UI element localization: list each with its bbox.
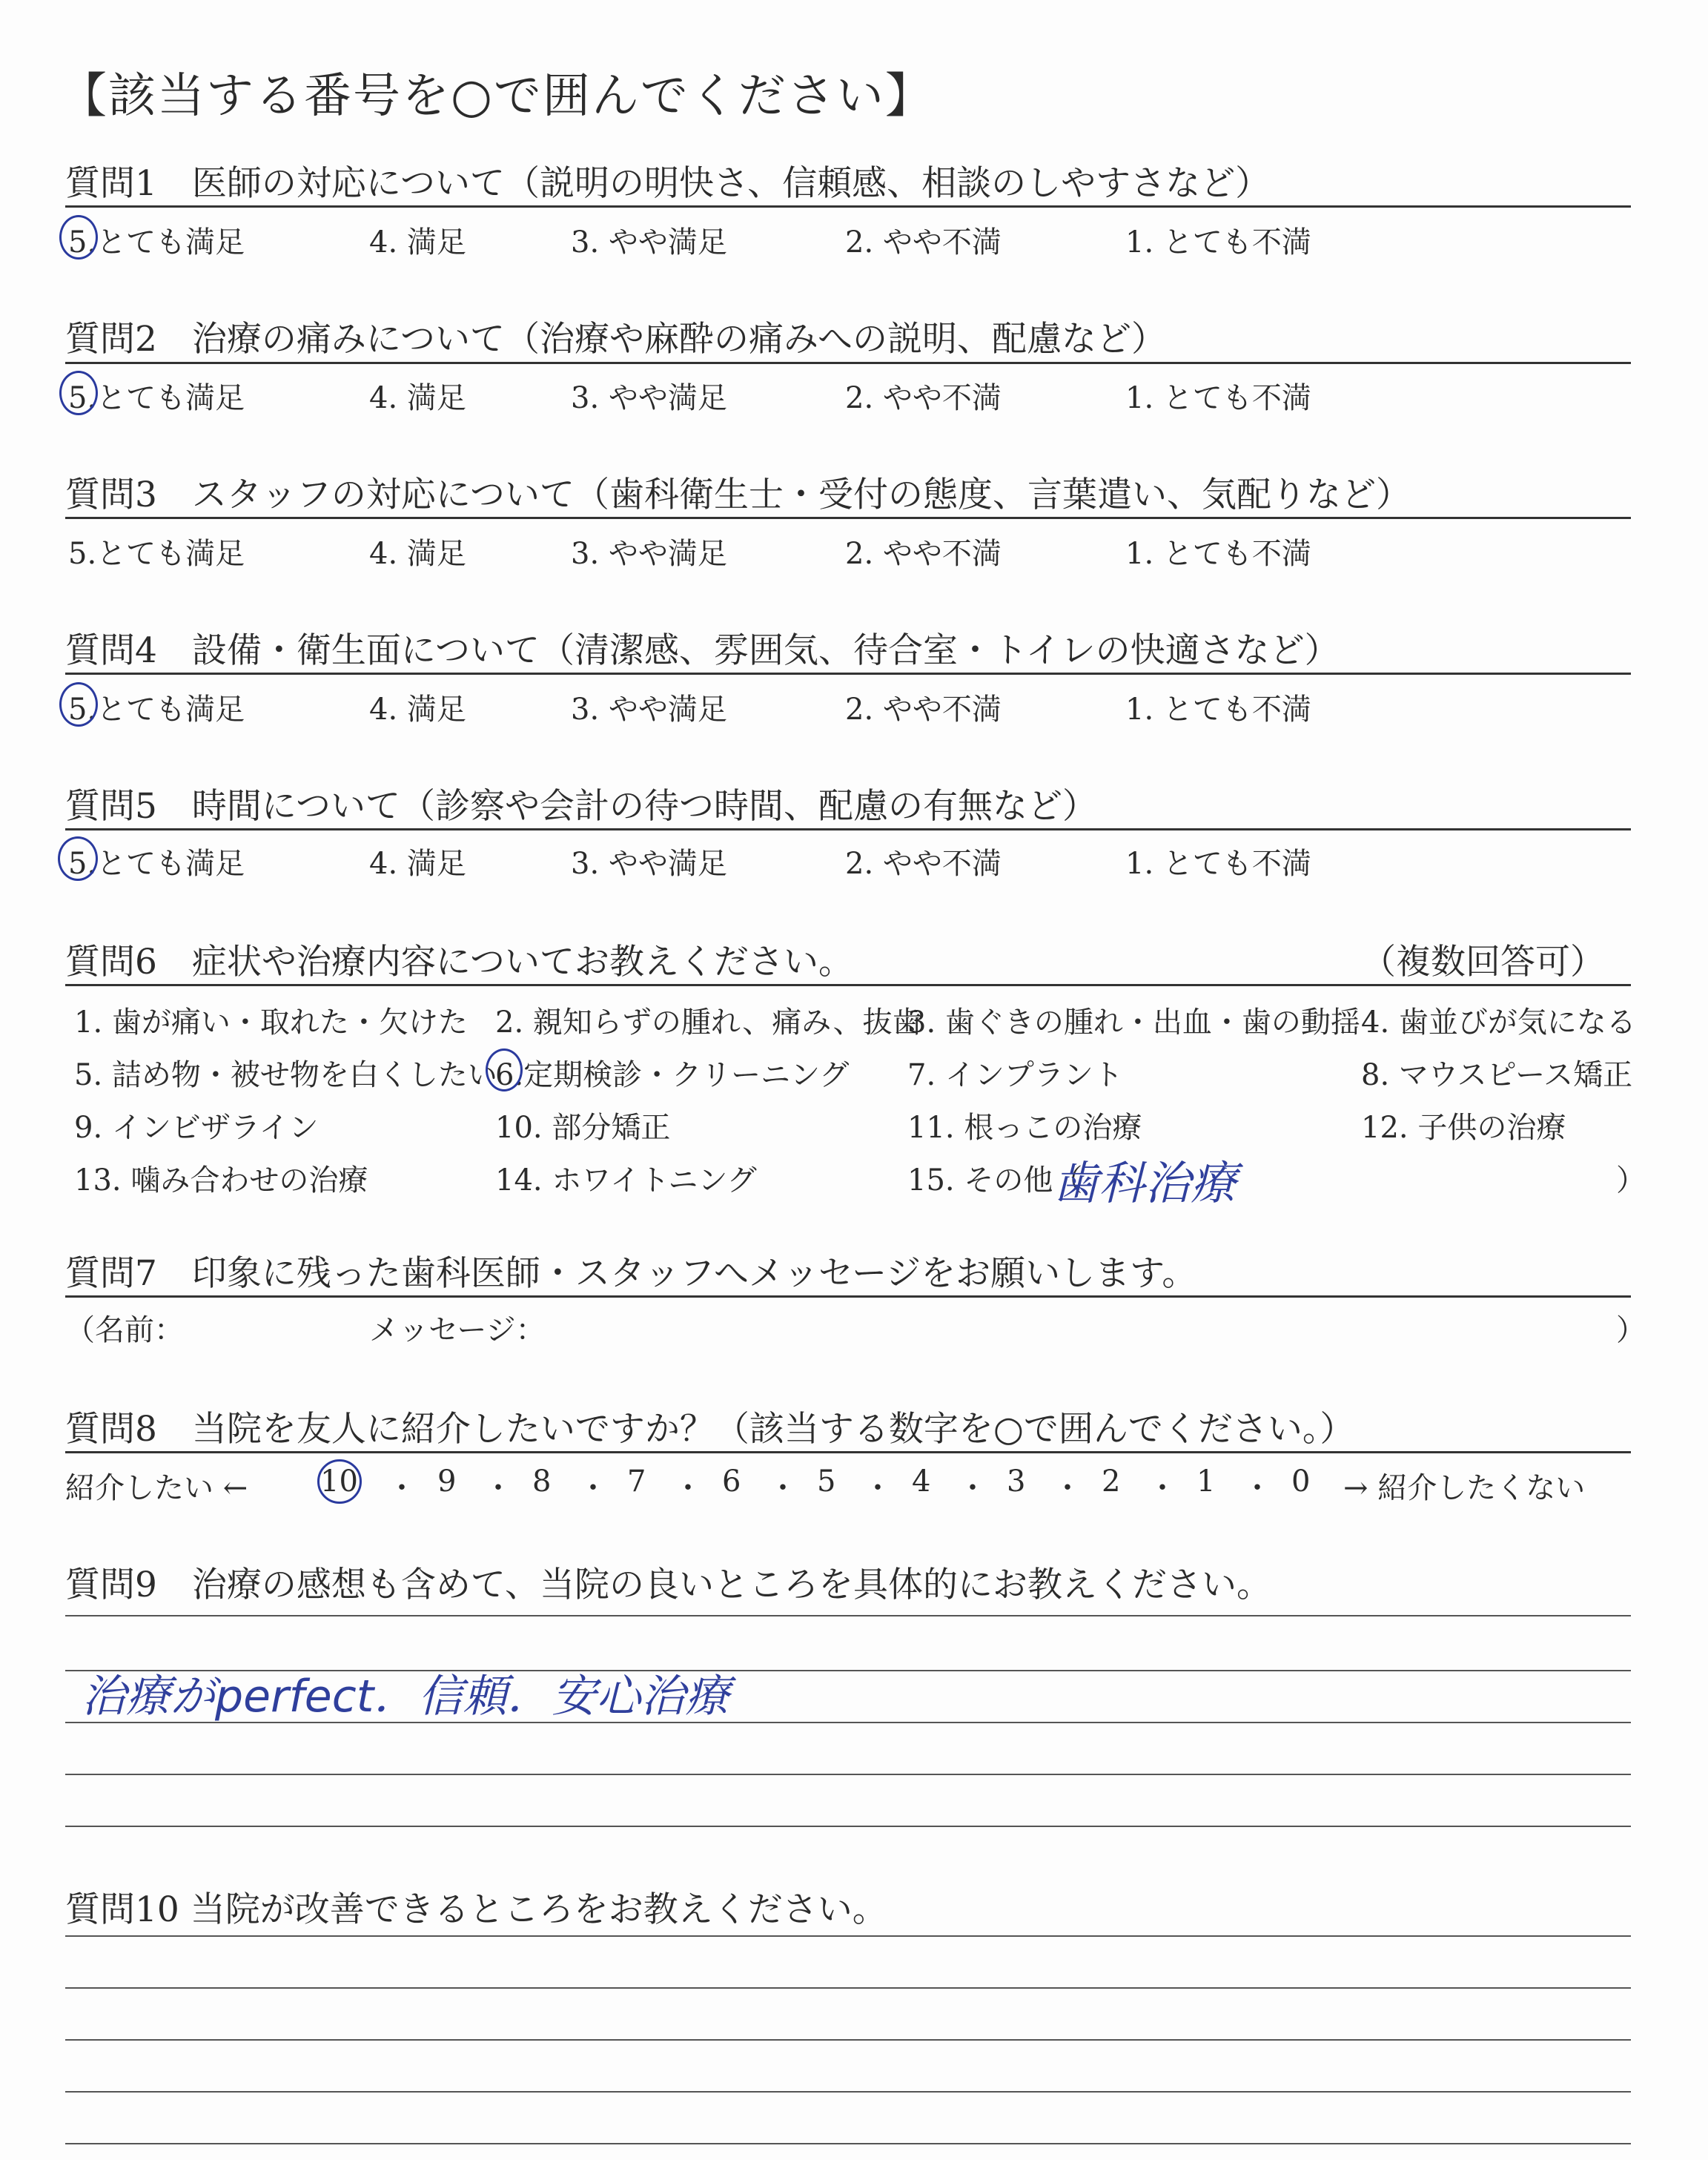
q3-option-4[interactable]: 4. 満足 xyxy=(369,537,466,571)
q9-answer[interactable]: 治療がperfect．信頼．安心治療 xyxy=(82,1671,730,1723)
q1-option-3[interactable]: 3. やや満足 xyxy=(571,225,727,260)
q8-num-7[interactable]: 7 xyxy=(627,1464,646,1499)
q8-num-4[interactable]: 4 xyxy=(912,1464,931,1499)
q6-item-13[interactable]: 13. 噛み合わせの治療 xyxy=(74,1163,368,1198)
q6-item-8[interactable]: 8. マウスピース矯正 xyxy=(1361,1058,1633,1092)
q6-item-14[interactable]: 14. ホワイトニング xyxy=(495,1163,757,1198)
q6-item-11[interactable]: 11. 根っこの治療 xyxy=(907,1111,1142,1145)
q6-item-9[interactable]: 9. インビザライン xyxy=(74,1111,319,1145)
q6-item-6[interactable]: 6.定期検診・クリーニング xyxy=(495,1058,850,1092)
page-title: 【該当する番号を○で囲んでください】 xyxy=(59,69,934,124)
q8-dot: ・ xyxy=(387,1471,417,1505)
q8-dot: ・ xyxy=(768,1471,798,1505)
q3-option-1[interactable]: 1. とても不満 xyxy=(1125,537,1311,571)
q2-option-5[interactable]: 5.とても満足 xyxy=(68,381,245,415)
q8-dot: ・ xyxy=(578,1471,608,1505)
q6-selection-mark xyxy=(486,1048,523,1091)
q8-num-0[interactable]: 0 xyxy=(1291,1464,1311,1499)
q8-selection-mark xyxy=(317,1459,362,1504)
q8-num-2[interactable]: 2 xyxy=(1102,1464,1121,1499)
q8-title: 質問8 当院を友人に紹介したいですか？（該当する数字を○で囲んでください。） xyxy=(65,1409,1355,1450)
q6-multi-note: （複数回答可） xyxy=(1361,942,1605,982)
q5-option-1[interactable]: 1. とても不満 xyxy=(1125,847,1311,881)
q6-item-4[interactable]: 4. 歯並びが気になる xyxy=(1361,1005,1636,1040)
q10-answer-line xyxy=(65,1987,1631,1989)
q6-item-2[interactable]: 2. 親知らずの腫れ、痛み、抜歯 xyxy=(495,1005,922,1040)
q2-option-4[interactable]: 4. 満足 xyxy=(369,381,466,415)
q7-close: ） xyxy=(1616,1313,1646,1347)
q10-answer-line xyxy=(65,2091,1631,2093)
q8-divider xyxy=(65,1451,1631,1453)
q1-option-5[interactable]: 5.とても満足 xyxy=(68,225,245,260)
q5-option-2[interactable]: 2. やや不満 xyxy=(845,847,1002,881)
q6-other-close: ） xyxy=(1616,1163,1646,1198)
q1-option-4[interactable]: 4. 満足 xyxy=(369,225,466,260)
q6-item-5[interactable]: 5. 詰め物・被せ物を白くしたい xyxy=(74,1058,497,1092)
q8-dot: ・ xyxy=(483,1471,513,1505)
q8-num-9[interactable]: 9 xyxy=(437,1464,457,1499)
q2-option-1[interactable]: 1. とても不満 xyxy=(1125,381,1311,415)
q5-option-3[interactable]: 3. やや満足 xyxy=(571,847,727,881)
q5-title: 質問5 時間について（診察や会計の待つ時間、配慮の有無など） xyxy=(65,786,1097,827)
q6-item-1[interactable]: 1. 歯が痛い・取れた・欠けた xyxy=(74,1005,468,1040)
q1-selection-mark xyxy=(59,215,98,260)
q9-title: 質問9 治療の感想も含めて、当院の良いところを具体的にお教えください。 xyxy=(65,1565,1271,1605)
q9-answer-line xyxy=(65,1826,1631,1827)
q6-item-10[interactable]: 10. 部分矯正 xyxy=(495,1111,671,1145)
q8-right-label: → 紹介したくない xyxy=(1343,1471,1586,1505)
q4-divider xyxy=(65,673,1631,675)
q1-divider xyxy=(65,205,1631,208)
q8-dot: ・ xyxy=(1242,1471,1272,1505)
q10-answer-line xyxy=(65,1935,1631,1937)
q4-title: 質問4 設備・衛生面について（清潔感、雰囲気、待合室・トイレの快適さなど） xyxy=(65,630,1340,671)
q8-num-3[interactable]: 3 xyxy=(1007,1464,1026,1499)
q8-num-8[interactable]: 8 xyxy=(532,1464,552,1499)
q7-message-label: メッセージ： xyxy=(369,1313,546,1347)
q8-dot: ・ xyxy=(673,1471,703,1505)
q4-option-4[interactable]: 4. 満足 xyxy=(369,693,466,727)
q5-divider xyxy=(65,828,1631,830)
q1-option-2[interactable]: 2. やや不満 xyxy=(845,225,1002,260)
q2-title: 質問2 治療の痛みについて（治療や麻酔の痛みへの説明、配慮など） xyxy=(65,319,1167,360)
q3-title: 質問3 スタッフの対応について（歯科衛生士・受付の態度、言葉遣い、気配りなど） xyxy=(65,475,1411,515)
q3-option-3[interactable]: 3. やや満足 xyxy=(571,537,727,571)
q8-dot: ・ xyxy=(1053,1471,1082,1505)
q8-num-6[interactable]: 6 xyxy=(722,1464,741,1499)
q7-name-label: （名前： xyxy=(65,1313,184,1347)
q1-option-1[interactable]: 1. とても不満 xyxy=(1125,225,1311,260)
q8-dot: ・ xyxy=(958,1471,987,1505)
q5-option-4[interactable]: 4. 満足 xyxy=(369,847,466,881)
q4-option-5[interactable]: 5.とても満足 xyxy=(68,693,245,727)
q8-left-label: 紹介したい ← xyxy=(65,1471,248,1505)
q2-option-3[interactable]: 3. やや満足 xyxy=(571,381,727,415)
q8-dot: ・ xyxy=(1148,1471,1177,1505)
q6-other-answer[interactable]: 歯科治療 xyxy=(1053,1156,1237,1210)
q6-item-7[interactable]: 7. インプラント xyxy=(907,1058,1123,1092)
q8-num-1[interactable]: 1 xyxy=(1196,1464,1216,1499)
q2-divider xyxy=(65,362,1631,364)
q5-selection-mark xyxy=(58,836,98,881)
q6-item-3[interactable]: 3. 歯ぐきの腫れ・出血・歯の動揺 xyxy=(907,1005,1360,1040)
q4-selection-mark xyxy=(59,682,98,727)
q9-answer-line xyxy=(65,1615,1631,1616)
q4-option-3[interactable]: 3. やや満足 xyxy=(571,693,727,727)
q6-divider xyxy=(65,984,1631,986)
q8-num-10[interactable]: 10 xyxy=(320,1464,358,1499)
q8-dot: ・ xyxy=(863,1471,893,1505)
q4-option-2[interactable]: 2. やや不満 xyxy=(845,693,1002,727)
q3-divider xyxy=(65,517,1631,519)
q7-divider xyxy=(65,1295,1631,1298)
q3-option-2[interactable]: 2. やや不満 xyxy=(845,537,1002,571)
q3-option-5[interactable]: 5.とても満足 xyxy=(68,537,245,571)
q8-num-5[interactable]: 5 xyxy=(817,1464,836,1499)
q1-title: 質問1 医師の対応について（説明の明快さ、信頼感、相談のしやすさなど） xyxy=(65,163,1271,204)
q4-option-1[interactable]: 1. とても不満 xyxy=(1125,693,1311,727)
q2-option-2[interactable]: 2. やや不満 xyxy=(845,381,1002,415)
q10-answer-line xyxy=(65,2039,1631,2041)
q5-option-5[interactable]: 5.とても満足 xyxy=(68,847,245,881)
q7-title: 質問7 印象に残った歯科医師・スタッフへメッセージをお願いします。 xyxy=(65,1253,1197,1294)
q6-title: 質問6 症状や治療内容についてお教えください。 xyxy=(65,942,853,982)
q6-item-12[interactable]: 12. 子供の治療 xyxy=(1361,1111,1566,1145)
q2-selection-mark xyxy=(59,371,98,415)
q10-answer-line xyxy=(65,2143,1631,2144)
q10-title: 質問10 当院が改善できるところをお教えください。 xyxy=(65,1889,887,1930)
q6-item-15[interactable]: 15. その他（ xyxy=(907,1163,1083,1198)
q9-answer-line xyxy=(65,1774,1631,1775)
